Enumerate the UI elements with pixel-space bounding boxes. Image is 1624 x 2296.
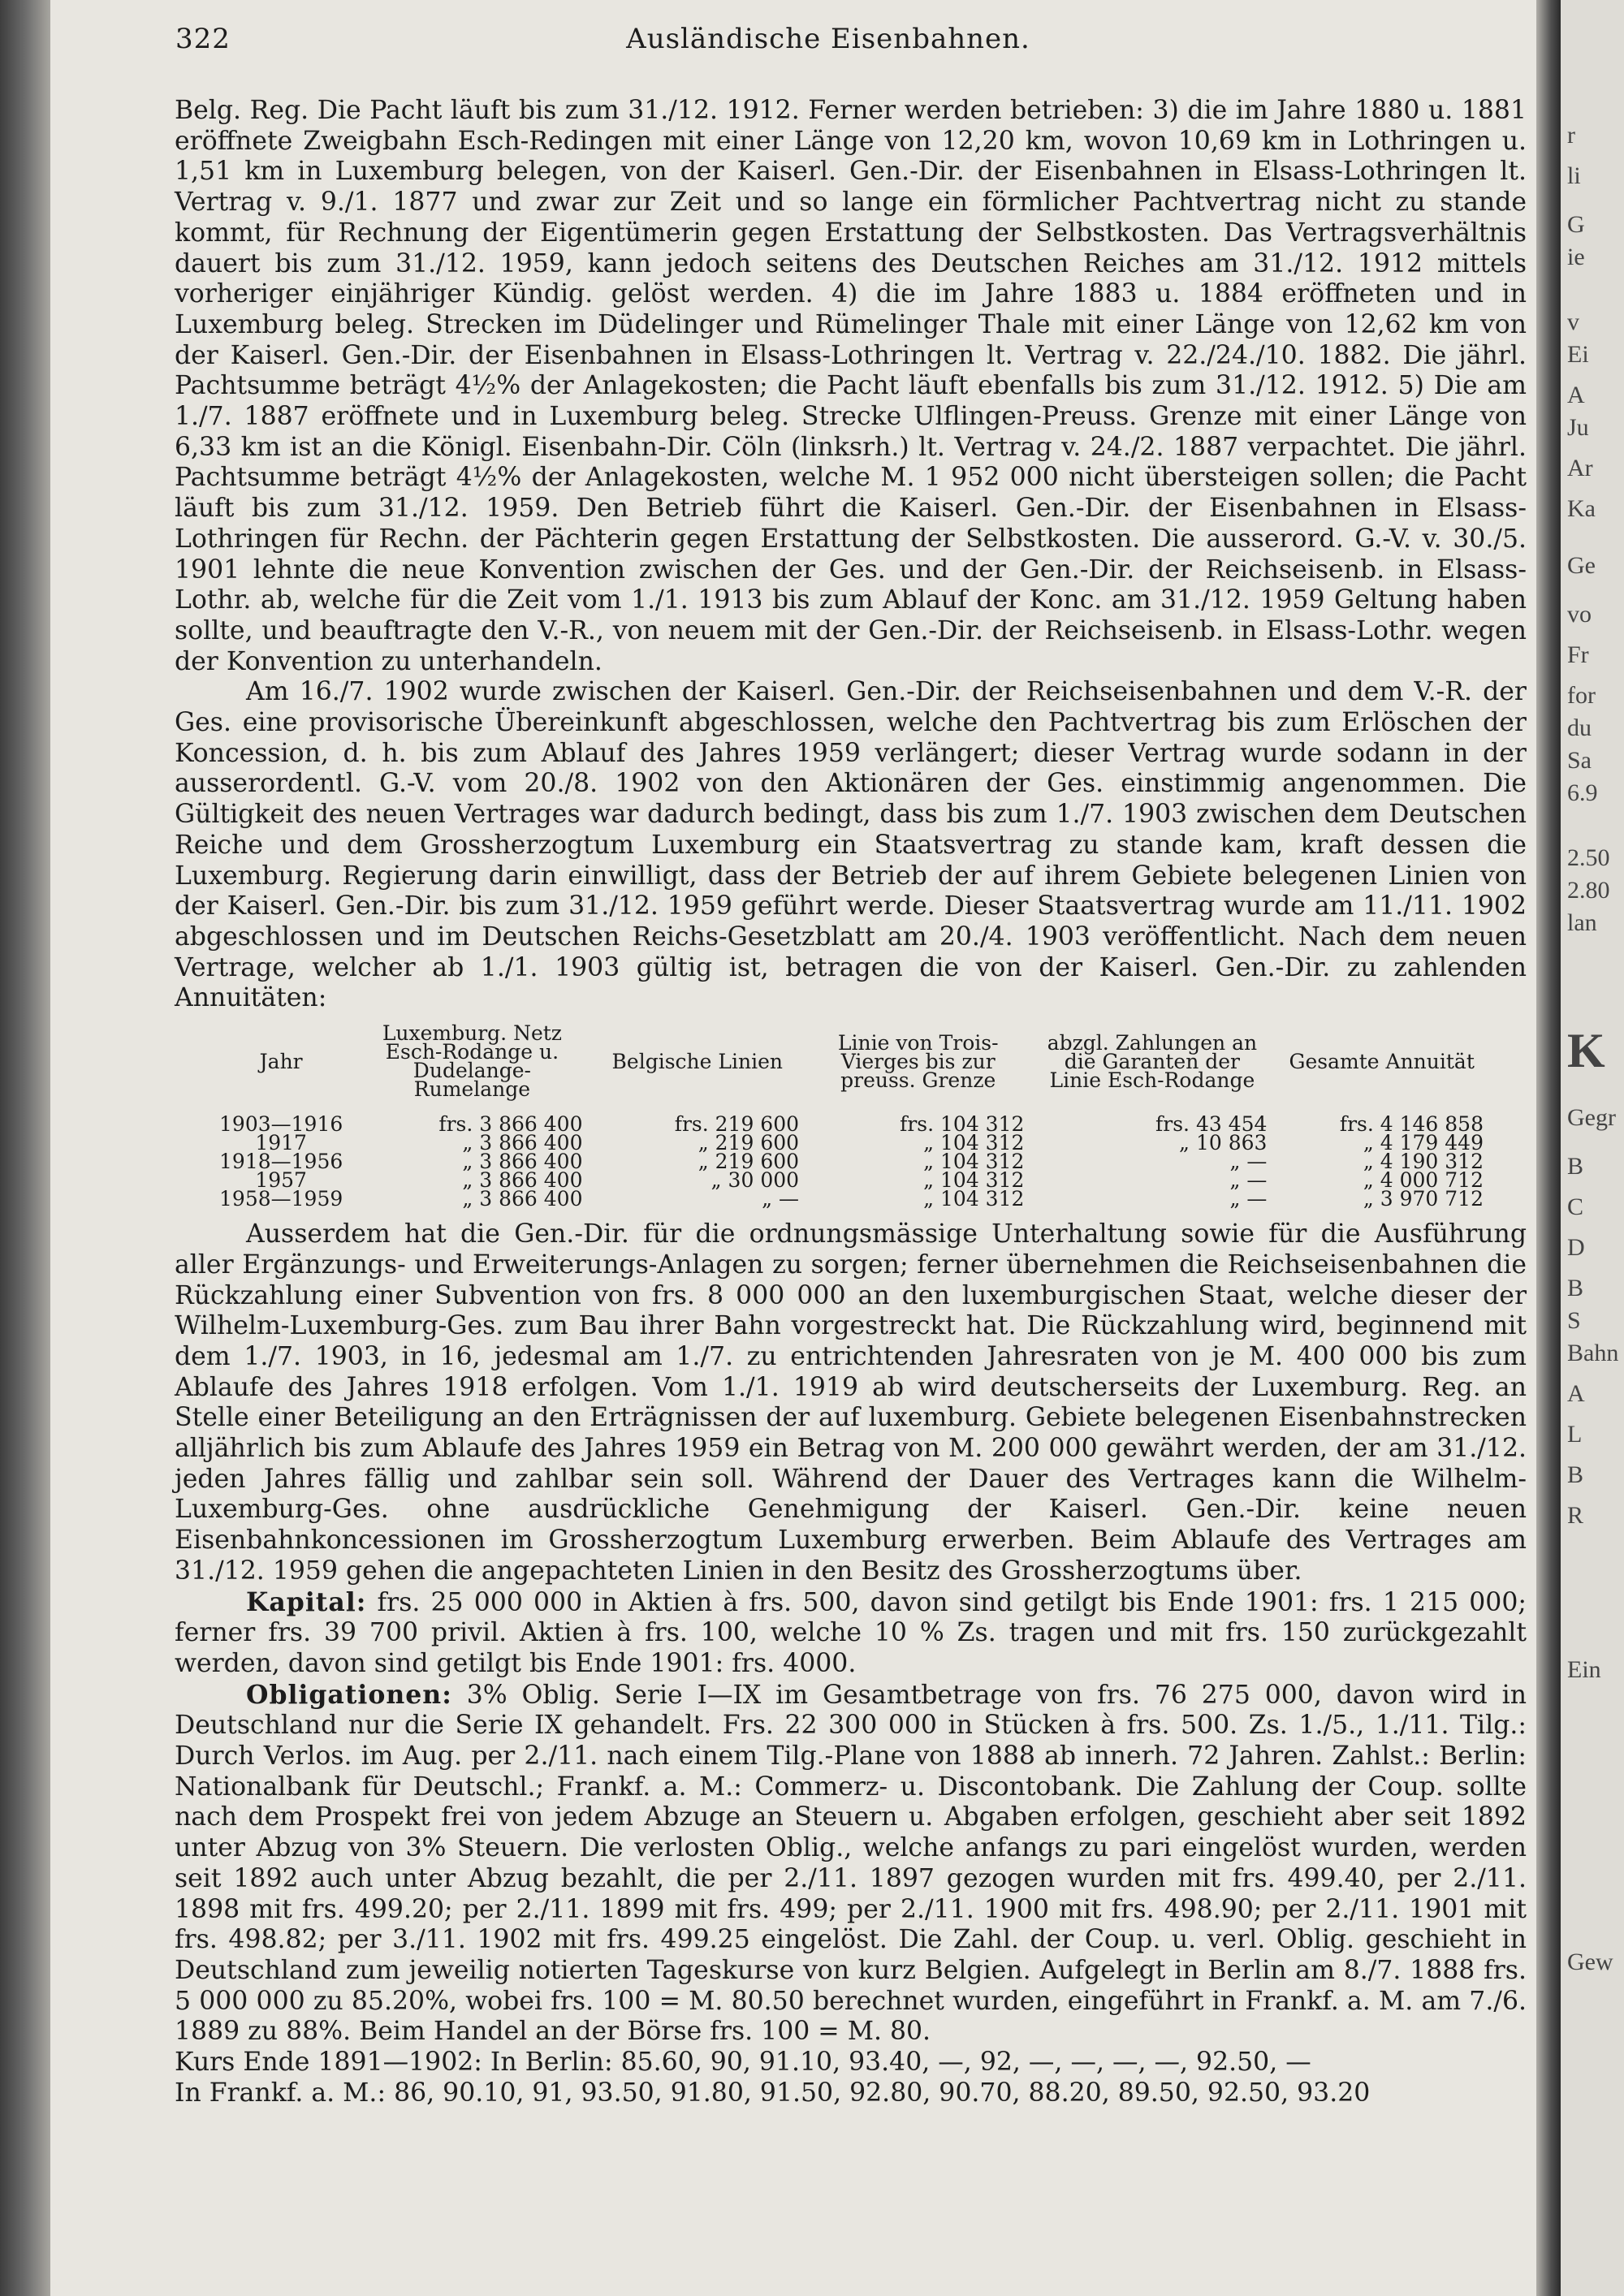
- table-cell: „ —: [1229, 1150, 1268, 1174]
- margin-fragment: 6.9: [1567, 779, 1598, 806]
- obligationen-label: Obligationen:: [246, 1679, 452, 1710]
- table-cell: „ 4 190 312: [1363, 1150, 1484, 1174]
- table-cell: „ 104 312: [923, 1187, 1025, 1211]
- table-cell: „ 219 600: [698, 1131, 800, 1155]
- margin-fragment: 2.50: [1567, 844, 1610, 871]
- kapital-label: Kapital:: [246, 1586, 367, 1617]
- column-header: Belgische Linien: [611, 1049, 783, 1073]
- margin-fragment: Ju: [1567, 414, 1589, 441]
- column-header: Luxemburg. Netz Esch-Rodange u. Dudelange-Rumelange: [382, 1021, 562, 1102]
- column-header: Gesamte Annuität: [1289, 1049, 1475, 1073]
- margin-fragment: v: [1567, 309, 1579, 335]
- kapital-text: frs. 25 000 000 in Aktien à frs. 500, davon sind getilgt bis Ende 1901: frs. 1 215 000; ferner frs. 39 700 privil. Aktien à frs. 100, welche 10 % Zs. tragen und mit frs. 150 zurückgezahlt werden, davon sind getilgt bis Ende 1901: frs. 4000.: [175, 1587, 1527, 1678]
- table-cell: „ 30 000: [710, 1168, 800, 1193]
- table-cell: „ —: [1229, 1168, 1268, 1193]
- binding-shadow-left: [0, 0, 50, 2296]
- margin-fragment: Ar: [1567, 455, 1593, 481]
- table-row: [207, 1133, 1490, 1152]
- table-cell: 1918—1956: [219, 1150, 343, 1174]
- margin-fragment: B: [1567, 1461, 1584, 1488]
- margin-fragment: lan: [1567, 909, 1597, 936]
- table-cell: frs. 104 312: [900, 1112, 1025, 1137]
- column-header: abzgl. Zahlungen an die Garanten der Linie Esch-Rodange: [1047, 1030, 1258, 1092]
- kurs-frankfurt: In Frankf. a. M.: 86, 90.10, 91, 93.50, 91.80, 91.50, 92.80, 90.70, 88.20, 89.50, 92.50, 93.20: [175, 2078, 1371, 2108]
- table-cell: „ 3 970 712: [1363, 1187, 1484, 1211]
- margin-fragment: K: [1567, 1024, 1605, 1077]
- margin-fragment: B: [1567, 1153, 1584, 1180]
- paragraph-uebereinkunft: Am 16./7. 1902 wurde zwischen der Kaiserl. Gen.-Dir. der Reichseisenbahnen und dem V.-R. der Ges. eine provisorische Übereinkunft abgeschlossen, welche den Pachtvertrag bis zum Erlöschen der Koncession, d. h. bis zum Ablauf des Jahres 1959 verlängert; dieser Vertrag wurde sodann in der ausserordentl. G.-V. vom 20./8. 1902 von den Aktionären der Ges. einstimmig angenommen. Die Gültigkeit des neuen Vertrages war dadurch bedingt, dass bis zum 1./7. 1903 zwischen dem Deutschen Reiche und dem Grossherzogtum Luxemburg ein Staatsvertrag zu stande kam, kraft dessen die Luxemburg. Regierung darin einwilligt, dass der Betrieb der auf ihrem Gebiete belegenen Linien von der Kaiserl. Gen.-Dir. bis zum 31./12. 1959 geführt werde. Dieser Staatsvertrag wurde am 11./11. 1902 abgeschlossen und im Deutschen Reichs-Gesetzblatt am 20./4. 1903 veröffentlicht. Nach dem neuen Vertrage, welcher ab 1./1. 1903 gültig ist, betragen die von der Kaiserl. Gen.-Dir. zu zahlenden Annuitäten:: [175, 677, 1527, 1013]
- paragraph-obligationen: [175, 1680, 1527, 2048]
- table-cell: frs. 219 600: [674, 1112, 800, 1137]
- paragraph-kapital: [175, 1587, 1527, 1680]
- table-cell: „ 3 866 400: [462, 1187, 583, 1211]
- table-cell: „ 3 866 400: [462, 1131, 583, 1155]
- table-cell: „ 3 866 400: [462, 1168, 583, 1193]
- margin-fragment: A: [1567, 382, 1585, 408]
- adjacent-page-fragment: [1561, 0, 1624, 2296]
- annuity-table: [207, 1021, 1490, 1211]
- table-cell: „ 104 312: [923, 1150, 1025, 1174]
- table-cell: „ 219 600: [698, 1150, 800, 1174]
- table-cell: „ 4 179 449: [1363, 1131, 1484, 1155]
- margin-fragment: Gegr: [1567, 1104, 1616, 1131]
- margin-fragment: Ka: [1567, 495, 1596, 522]
- running-head: [130, 23, 1527, 58]
- margin-fragment: Fr: [1567, 641, 1589, 668]
- table-row: [207, 1115, 1490, 1133]
- table-cell: 1917: [255, 1131, 307, 1155]
- table-cell: frs. 43 454: [1155, 1112, 1268, 1137]
- margin-fragment: Ein: [1567, 1656, 1601, 1683]
- margin-fragment: Ei: [1567, 341, 1589, 368]
- margin-fragment: Gew: [1567, 1949, 1613, 1975]
- table-cell: 1903—1916: [219, 1112, 343, 1137]
- margin-fragment: C: [1567, 1193, 1584, 1220]
- margin-fragment: D: [1567, 1234, 1585, 1261]
- margin-fragment: R: [1567, 1502, 1584, 1529]
- margin-fragment: Ge: [1567, 552, 1596, 579]
- table-cell: „ 104 312: [923, 1168, 1025, 1193]
- margin-fragment: 2.80: [1567, 877, 1610, 904]
- main-text: [175, 96, 1527, 2108]
- binding-fold: [1536, 0, 1561, 2296]
- margin-fragment: du: [1567, 714, 1592, 741]
- table-row: [207, 1171, 1490, 1189]
- table-cell: „ —: [762, 1187, 800, 1211]
- column-header: Jahr: [259, 1049, 303, 1073]
- paragraph-pacht: Belg. Reg. Die Pacht läuft bis zum 31./12. 1912. Ferner werden betrieben: 3) die im Jahre 1880 u. 1881 eröffnete Zweigbahn Esch-Redingen mit einer Länge von 12,20 km, wovon 10,69 km in Lothringen u. 1,51 km in Luxemburg belegen, von der Kaiserl. Gen.-Dir. der Eisenbahnen in Elsass-Lothringen lt. Vertrag v. 9./1. 1877 und zwar zur Zeit und so lange ein förmlicher Pachtvertrag nicht zu stande kommt, für Rechnung der Eigentümerin gegen Erstattung der Selbstkosten. Das Vertragsverhältnis dauert bis zum 31./12. 1959, kann jedoch seitens des Deutschen Reiches am 31./12. 1912 mittels vorheriger einjähriger Kündig. gelöst werden. 4) die im Jahre 1883 u. 1884 eröffneten und in Luxemburg beleg. Strecken im Düdelinger und Rümelinger Thale mit einer Länge von 12,62 km von der Kaiserl. Gen.-Dir. der Eisenbahnen in Elsass-Lothringen lt. Vertrag v. 22./24./10. 1882. Die jährl. Pachtsumme beträgt 4½% der Anlagekosten; die Pacht läuft ebenfalls bis zum 31./12. 1912. 5) Die am 1./7. 1887 eröffnete und in Luxemburg beleg. Strecke Ulflingen-Preuss. Grenze mit einer Länge von 6,33 km ist an die Königl. Eisenbahn-Dir. Cöln (linksrh.) lt. Vertrag v. 24./2. 1887 verpachtet. Die jährl. Pachtsumme beträgt 4½% der Anlagekosten, welche M. 1 952 000 nicht übersteigen sollen; die Pacht läuft bis zum 31./12. 1959. Den Betrieb führt die Kaiserl. Gen.-Dir. der Eisenbahnen in Elsass-Lothringen für Rechn. der Pächterin gegen Erstattung der Selbstkosten. Die ausserord. G.-V. v. 30./5. 1901 lehnte die neue Konvention zwischen der Ges. und der Gen.-Dir. der Reichseisenb. in Elsass-Lothr. ab, welche für die Zeit vom 1./1. 1913 bis zum Ablauf der Konc. am 31./12. 1959 Geltung haben sollte, und beauftragte den V.-R., von neuem mit der Gen.-Dir. der Reichseisenb. in Elsass-Lothr. wegen der Konvention zu unterhandeln.: [175, 96, 1527, 676]
- margin-fragment: S: [1567, 1307, 1581, 1334]
- paragraph-gen-dir: Ausserdem hat die Gen.-Dir. für die ordnungsmässige Unterhaltung sowie für die Ausführung aller Ergänzungs- und Erweiterungs-Anlagen zu sorgen; ferner übernehmen die Reichseisenbahnen die Rückzahlung einer Subvention von frs. 8 000 000 an den luxemburgischen Staat, welche dieser der Wilhelm-Luxemburg-Ges. zum Bau ihrer Bahn vorgestreckt hat. Die Rückzahlung wird, beginnend mit dem 1./7. 1903, in 16, jedesmal am 1./7. zu entrichtenden Jahresraten von je M. 400 000 bis zum Ablaufe des Jahres 1918 erfolgen. Vom 1./1. 1919 ab wird deutscherseits der Luxemburg. Reg. an Stelle einer Beteiligung an den Erträgnissen der auf luxemburg. Gebiete belegenen Eisenbahnstrecken alljährlich bis zum Ablaufe des Jahres 1959 ein Betrag von M. 200 000 gewährt werden, der am 31./12. jeden Jahres fällig und zahlbar sein soll. Während der Dauer des Vertrages kann die Wilhelm-Luxemburg-Ges. ohne ausdrückliche Genehmigung der Kaiserl. Gen.-Dir. keine neuen Eisenbahnkoncessionen im Grossherzogtum Luxemburg erwerben. Beim Ablaufe des Vertrages am 31./12. 1959 gehen die angepachteten Linien in den Besitz des Grossherzogtums über.: [175, 1219, 1527, 1586]
- table-cell: 1957: [255, 1168, 307, 1193]
- table-cell: 1958—1959: [219, 1187, 343, 1211]
- margin-fragment: L: [1567, 1421, 1583, 1448]
- margin-fragment: A: [1567, 1380, 1585, 1407]
- margin-fragment: Sa: [1567, 747, 1592, 774]
- table-cell: „ —: [1229, 1187, 1268, 1211]
- margin-fragment: for: [1567, 682, 1596, 709]
- margin-fragment: r: [1567, 122, 1575, 149]
- table-cell: frs. 4 146 858: [1339, 1112, 1484, 1137]
- obligationen-text: 3% Oblig. Serie I—IX im Gesamtbetrage von frs. 76 275 000, davon wird in Deutschland nur die Serie IX gehandelt. Frs. 22 300 000 in Stücken à frs. 500. Zs. 1./5., 1./11. Tilg.: Durch Verlos. im Aug. per 2./11. nach einem Tilg.-Plane von 1888 ab innerh. 72 Jahren. Zahlst.: Berlin: Nationalbank für Deutschl.; Frankf. a. M.: Commerz- u. Discontobank. Die Zahlung der Coup. sollte nach dem Prospekt frei von jedem Abzuge an Steuern u. Abgaben erfolgen, geschieht aber seit 1892 unter Abzug von 3% Steuern. Die verlosten Oblig., welche anfangs zu pari eingelöst wurden, werden seit 1892 auch unter Abzug bezahlt, die per 2./11. 1897 gezogen wurden mit frs. 499.40, per 2./11. 1898 mit frs. 499.20; per 2./11. 1899 mit frs. 499; per 2./11. 1900 mit frs. 498.90; per 2./11. 1901 mit frs. 498.82; per 3./11. 1902 mit frs. 499.25 eingelöst. Die Zahl. der Coup. u. verl. Oblig. geschieht in Deutschland zum jeweilig notierten Tageskurse von kurz Belgien. Aufgelegt in Berlin am 8./7. 1888 frs. 5 000 000 zu 85.20%, wobei frs. 100 = M. 80.50 berechnet wurden, eingeführt in Frankf. a. M. am 7./6. 1889 zu 88%. Beim Handel an der Börse frs. 100 = M. 80.: [175, 1680, 1527, 2047]
- margin-fragment: li: [1567, 162, 1581, 189]
- margin-fragment: ie: [1567, 244, 1585, 270]
- table-row: [207, 1189, 1490, 1208]
- kurs-berlin: Kurs Ende 1891—1902: In Berlin: 85.60, 90, 91.10, 93.40, —, 92, —, —, —, —, 92.50, —: [175, 2048, 1311, 2078]
- table-cell: „ 4 000 712: [1363, 1168, 1484, 1193]
- table-row: [207, 1152, 1490, 1171]
- column-header: Linie von Trois-Vierges bis zur preuss. Grenze: [837, 1030, 999, 1092]
- table-cell: „ 3 866 400: [462, 1150, 583, 1174]
- margin-fragment: Bahn: [1567, 1340, 1619, 1366]
- page-title: Ausländische Eisenbahnen.: [626, 23, 1030, 55]
- table-cell: „ 10 863: [1179, 1131, 1268, 1155]
- margin-fragment: G: [1567, 211, 1585, 238]
- margin-fragment: vo: [1567, 601, 1592, 628]
- table-cell: frs. 3 866 400: [438, 1112, 583, 1137]
- margin-fragment: B: [1567, 1275, 1584, 1301]
- table-header-row: [207, 1024, 1490, 1115]
- table-cell: „ 104 312: [923, 1131, 1025, 1155]
- page-number: 322: [175, 23, 231, 55]
